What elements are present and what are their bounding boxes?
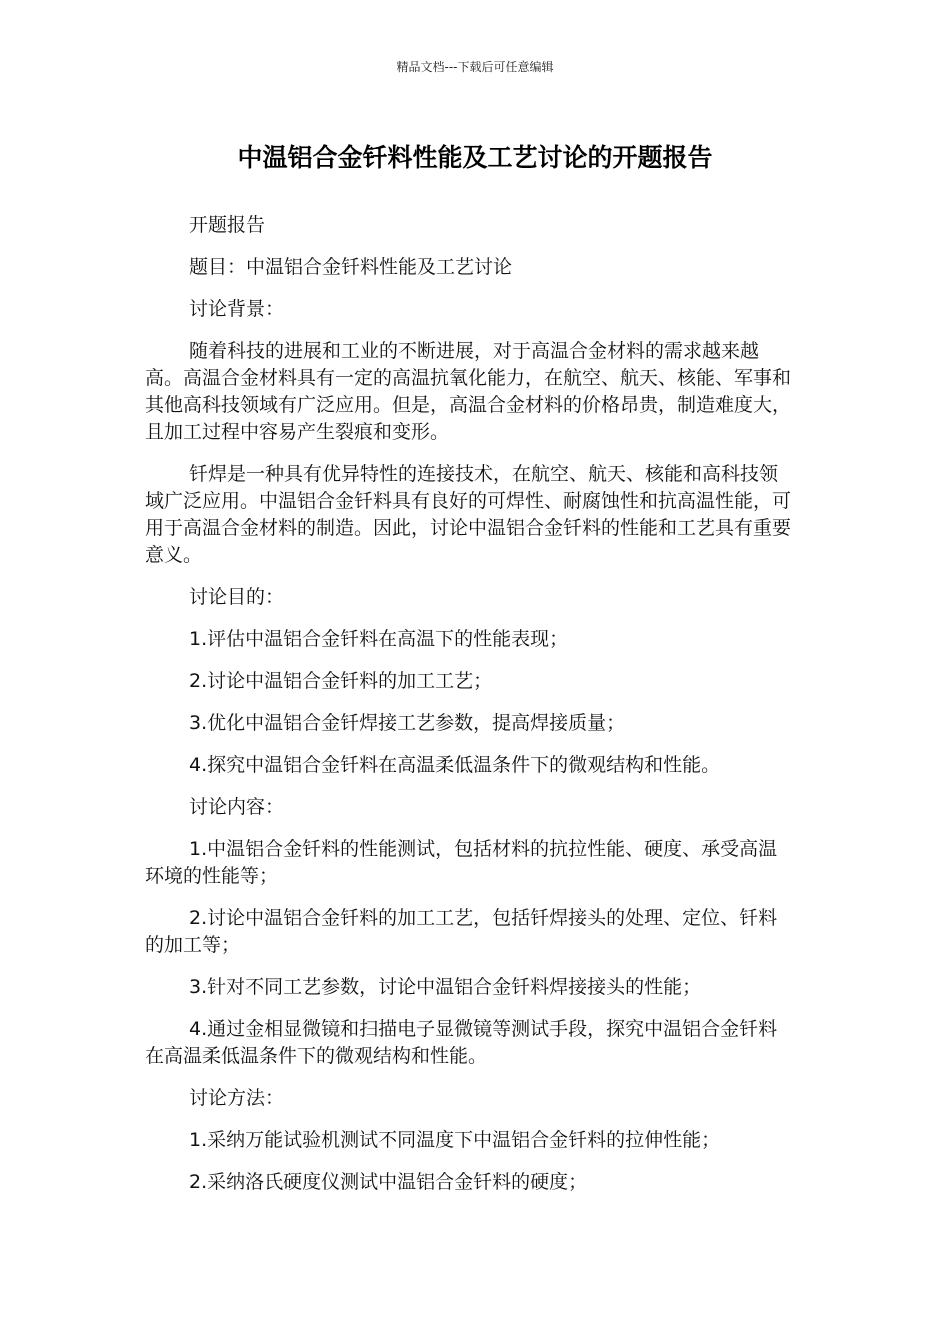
section-heading-purpose: 讨论目的：: [189, 586, 285, 608]
list-item-content-4: 4.通过金相显微镜和扫描电子显微镜等测试手段，探究中温铝合金钎料在高温柔低温条件下的微观结构和性能。: [145, 1018, 778, 1067]
list-item-content-2: 2.讨论中温铝合金钎料的加工工艺，包括钎焊接头的处理、定位、钎料的加工等；: [145, 907, 778, 956]
section-heading-method: 讨论方法：: [189, 1087, 285, 1109]
list-item-content-1: 1.中温铝合金钎料的性能测试，包括材料的抗拉性能、硬度、承受高温环境的性能等；: [145, 838, 778, 887]
document-title: 中温铝合金钎料性能及工艺讨论的开题报告: [237, 143, 713, 172]
paragraph-topic: 题目：中温铝合金钎料性能及工艺讨论: [189, 256, 513, 278]
list-item-method-1: 1.采纳万能试验机测试不同温度下中温铝合金钎料的拉伸性能；: [189, 1129, 721, 1151]
paragraph-report-label: 开题报告: [189, 214, 266, 236]
list-item-purpose-3: 3.优化中温铝合金钎焊接工艺参数，提高焊接质量；: [189, 712, 626, 734]
list-item-purpose-1: 1.评估中温铝合金钎料在高温下的性能表现；: [189, 628, 569, 650]
list-item-method-2: 2.采纳洛氏硬度仪测试中温铝合金钎料的硬度；: [189, 1171, 588, 1193]
paragraph-background-2: 钎焊是一种具有优异特性的连接技术，在航空、航天、核能和高科技领域广泛应用。中温铝合金钎料具有良好的可焊性、耐腐蚀性和抗高温性能，可用于高温合金材料的制造。因此，讨论中温铝合金钎料的性能和工艺具有重要意义。: [145, 463, 792, 566]
section-heading-background: 讨论背景：: [189, 298, 285, 320]
page-header: 精品文档---下载后可任意编辑: [396, 60, 554, 74]
list-item-content-3: 3.针对不同工艺参数，讨论中温铝合金钎料焊接接头的性能；: [189, 976, 702, 998]
list-item-purpose-2: 2.讨论中温铝合金钎料的加工工艺；: [189, 670, 493, 692]
list-item-purpose-4: 4.探究中温铝合金钎料在高温柔低温条件下的微观结构和性能。: [189, 754, 721, 776]
paragraph-background-1: 随着科技的进展和工业的不断进展，对于高温合金材料的需求越来越高。高温合金材料具有一定的高温抗氧化能力，在航空、航天、核能、军事和其他高科技领域有广泛应用。但是，高温合金材料的价格昂贵，制造难度大，且加工过程中容易产生裂痕和变形。: [145, 340, 792, 443]
document-body: [145, 212, 795, 1211]
section-heading-content: 讨论内容：: [189, 796, 285, 818]
